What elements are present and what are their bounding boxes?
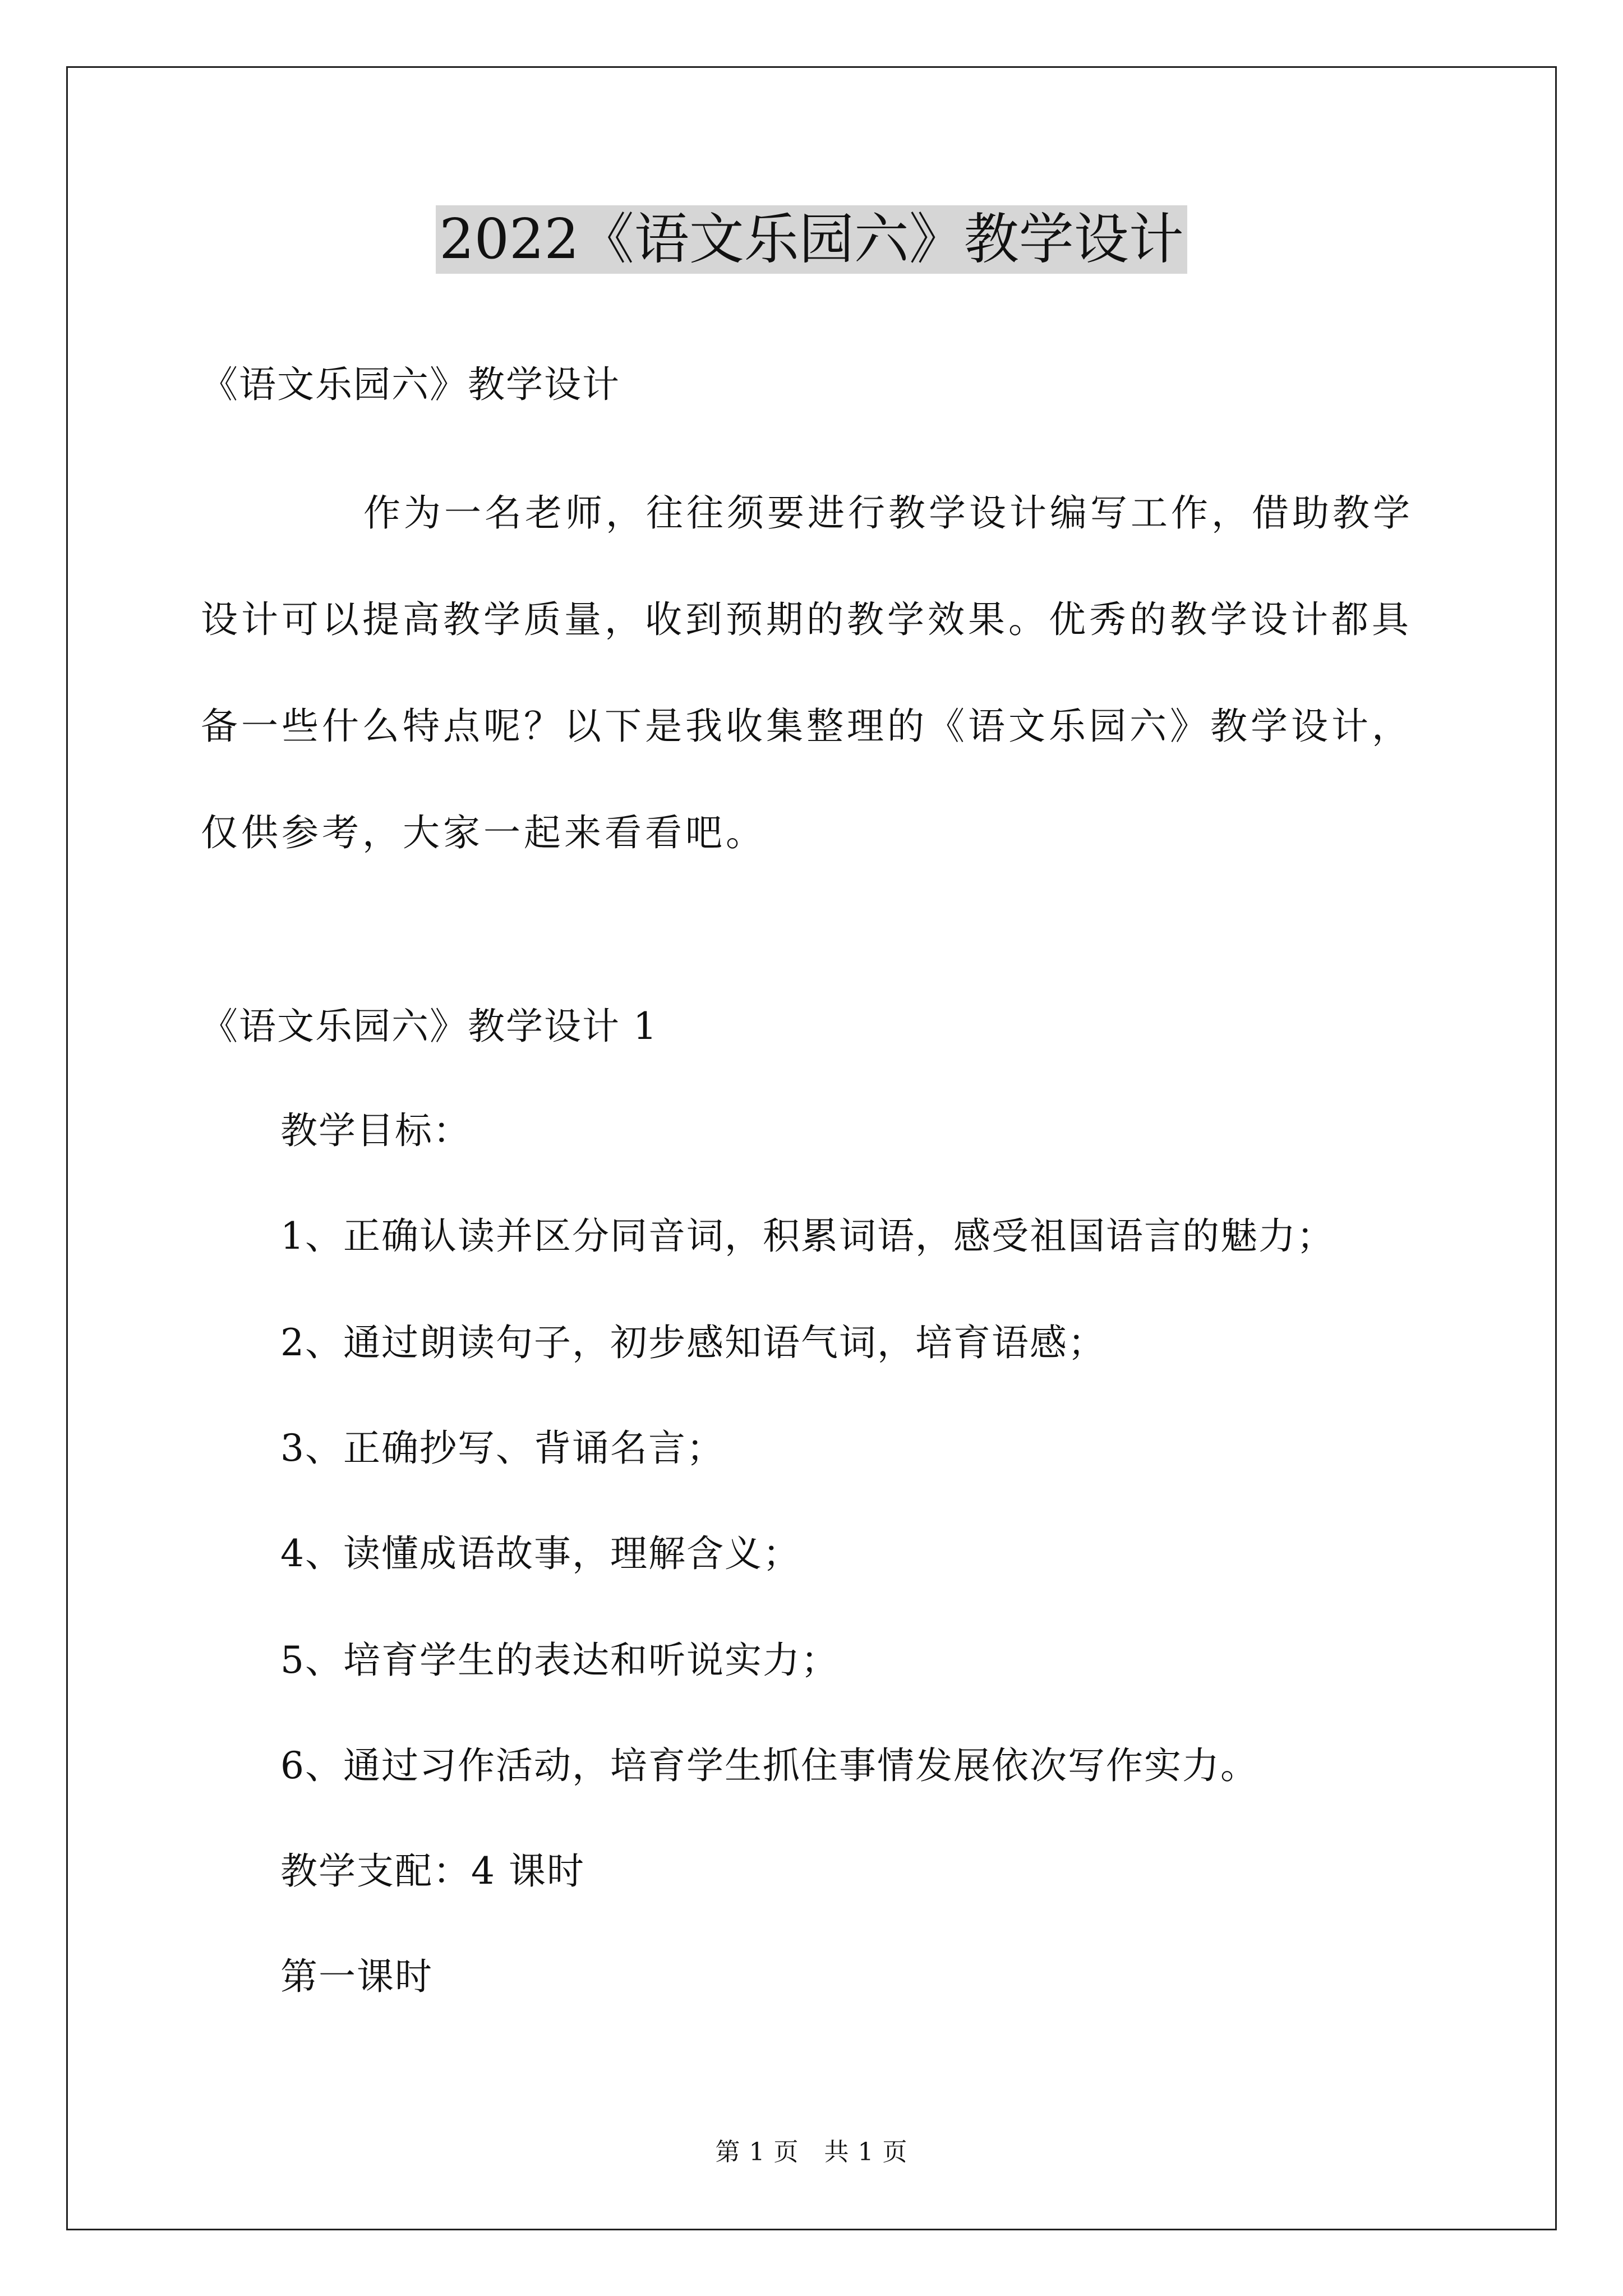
intro-line: 仅供参考，大家一起来看看吧。 — [201, 811, 766, 854]
goals-heading: 教学目标： — [280, 1109, 471, 1152]
goal-item: 3、正确抄写、背诵名言； — [280, 1427, 725, 1470]
goal-item: 4、读懂成语故事，理解含义； — [280, 1532, 801, 1575]
page-number: 第 1 页 共 1 页 — [715, 2138, 908, 2166]
intro-paragraph — [201, 460, 1435, 886]
document-title-text: 2022《语文乐园六》教学设计 — [436, 205, 1187, 274]
section-heading: 《语文乐园六》教学设计 1 — [201, 1005, 658, 1048]
lesson-heading: 第一课时 — [280, 1955, 433, 1998]
document-subtitle: 《语文乐园六》教学设计 — [201, 363, 620, 406]
goal-item: 6、通过习作活动，培育学生抓住事情发展依次写作实力。 — [280, 1744, 1258, 1787]
schedule-line: 教学支配：4 课时 — [280, 1849, 585, 1893]
goal-item: 1、正确认读并区分同音词，积累词语，感受祖国语言的魅力； — [280, 1214, 1335, 1258]
intro-line: 备一些什么特点呢？以下是我收集整理的《语文乐园六》教学设计， — [201, 705, 1412, 748]
goal-item: 5、培育学生的表达和听说实力； — [280, 1639, 839, 1682]
intro-line: 作为一名老师，往往须要进行教学设计编写工作，借助教学 — [363, 491, 1413, 535]
goal-item: 2、通过朗读句子，初步感知语气词，培育语感； — [280, 1321, 1106, 1364]
document-title — [0, 203, 1623, 276]
intro-line: 设计可以提高教学质量，收到预期的教学效果。优秀的教学设计都具 — [201, 598, 1412, 641]
